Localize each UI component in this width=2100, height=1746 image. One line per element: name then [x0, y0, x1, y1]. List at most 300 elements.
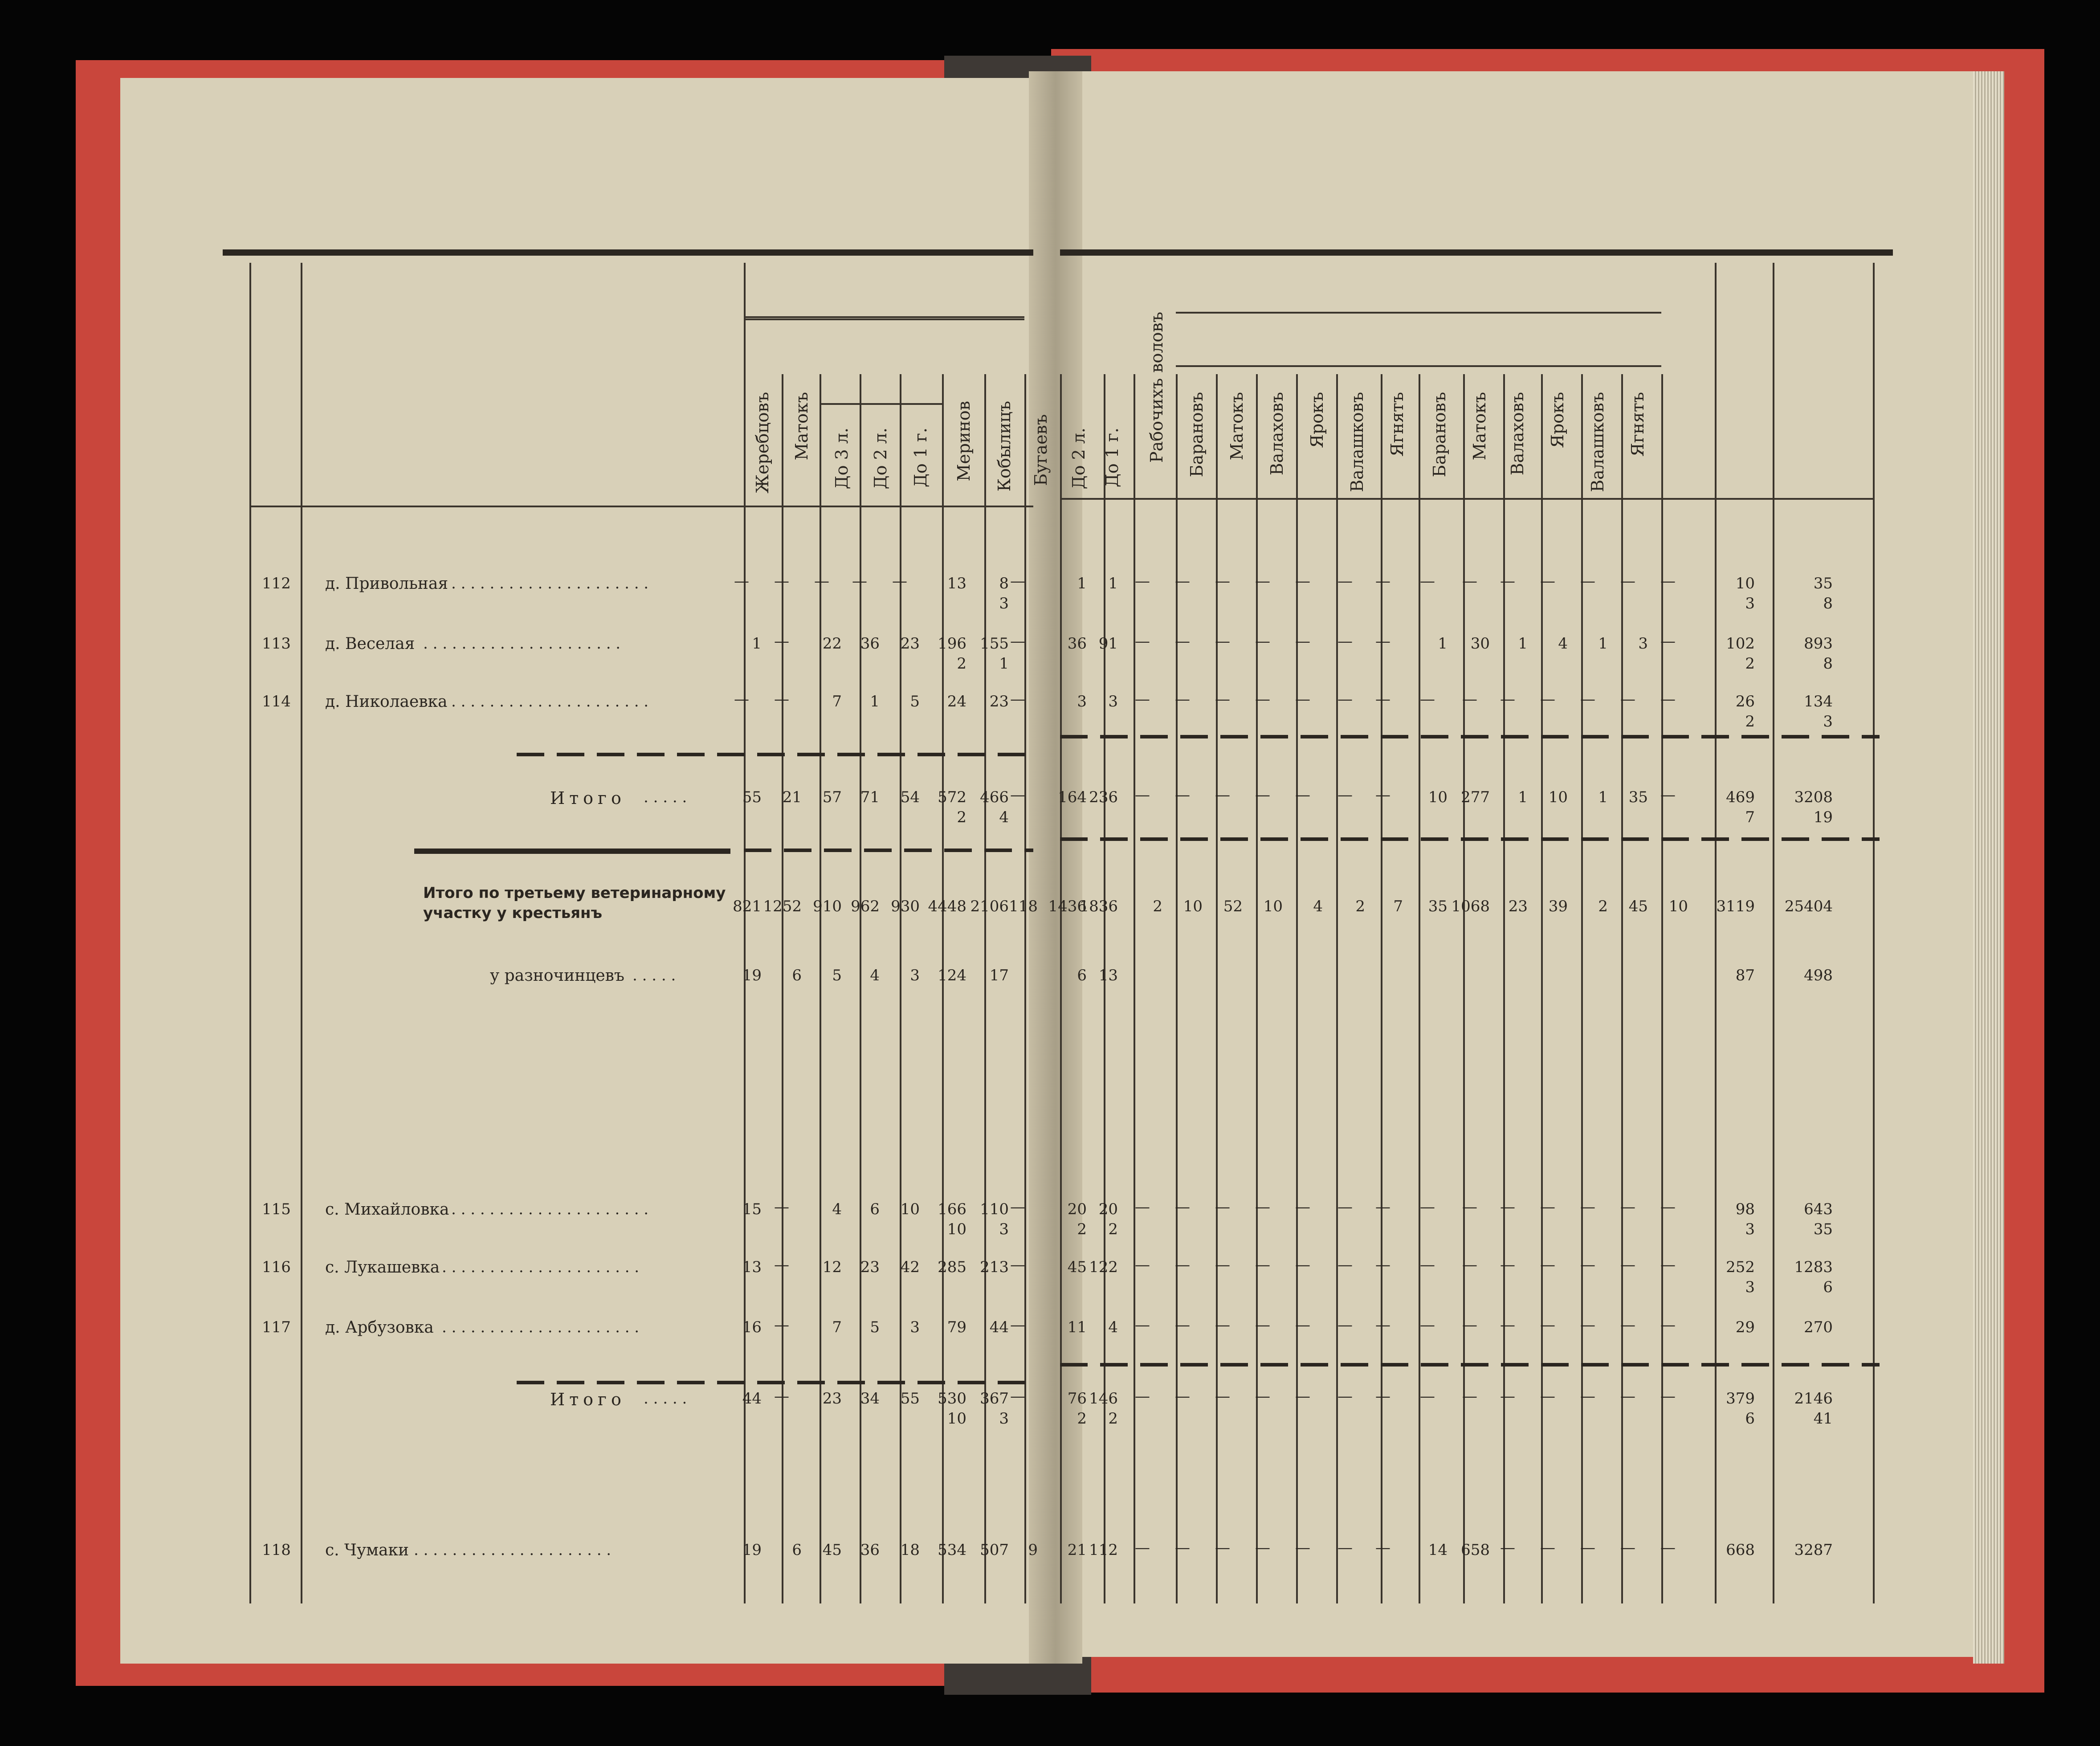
- row-name: с. Михайловка: [325, 1200, 449, 1219]
- table-cell: 4: [1108, 1318, 1118, 1336]
- empty-dash: —: [1580, 1256, 1595, 1274]
- empty-dash: —: [1660, 1198, 1676, 1216]
- row-name: Итого: [550, 788, 626, 808]
- header-spanish-col: Барановъ: [1187, 392, 1207, 477]
- table-vline: [1621, 374, 1623, 1603]
- table-cell: 10: [947, 1410, 966, 1428]
- empty-dash: —: [1500, 1316, 1515, 1334]
- empty-dash: —: [1337, 786, 1353, 804]
- empty-dash: —: [1660, 690, 1676, 708]
- empty-dash: —: [1337, 632, 1353, 650]
- empty-dash: —: [1660, 1316, 1676, 1334]
- table-cell: 13: [947, 575, 966, 592]
- table-cell: 16: [742, 1318, 762, 1336]
- table-vline: [1661, 374, 1663, 1603]
- empty-dash: —: [1540, 1387, 1555, 1405]
- empty-dash: —: [1660, 1387, 1676, 1405]
- empty-dash: —: [1175, 1256, 1190, 1274]
- empty-dash: —: [1540, 572, 1555, 590]
- empty-dash: —: [1620, 1316, 1635, 1334]
- empty-dash: —: [774, 1387, 789, 1405]
- table-cell: 1836: [1079, 897, 1118, 915]
- table-cell: 3: [999, 1410, 1009, 1428]
- table-cell: 55: [742, 788, 762, 806]
- table-vline: [1463, 374, 1465, 1603]
- empty-dash: —: [1500, 1539, 1515, 1557]
- table-cell: 2: [957, 655, 966, 673]
- table-cell: 7: [1745, 808, 1755, 826]
- empty-dash: —: [1135, 1256, 1150, 1274]
- table-vline: [1773, 263, 1774, 1603]
- header-simple-col: Ярокъ: [1548, 392, 1567, 448]
- table-cell: 643: [1804, 1200, 1833, 1218]
- subtotal-rule: [517, 753, 1033, 756]
- table-cell: 2: [1077, 1410, 1087, 1428]
- empty-dash: —: [1255, 1198, 1270, 1216]
- empty-dash: —: [1420, 572, 1435, 590]
- table-cell: 4: [832, 1200, 842, 1218]
- table-cell: 2: [1745, 655, 1755, 673]
- empty-dash: —: [1135, 1198, 1150, 1216]
- empty-dash: —: [1337, 572, 1353, 590]
- empty-dash: —: [1660, 572, 1676, 590]
- empty-dash: —: [1375, 786, 1390, 804]
- row-name: д. Привольная: [325, 575, 449, 593]
- row-name: д. Веселая: [325, 635, 415, 653]
- row-number: 112: [262, 575, 291, 592]
- table-cell: 10: [1735, 575, 1755, 592]
- empty-dash: —: [1375, 1387, 1390, 1405]
- empty-dash: —: [1255, 786, 1270, 804]
- empty-dash: —: [1295, 1256, 1310, 1274]
- empty-dash: —: [1540, 1316, 1555, 1334]
- empty-dash: —: [1337, 1539, 1353, 1557]
- table-cell: 17: [989, 967, 1009, 984]
- empty-dash: —: [1215, 632, 1230, 650]
- table-cell: 8: [1823, 655, 1833, 673]
- empty-dash: —: [1462, 572, 1477, 590]
- table-cell: 1: [1518, 635, 1528, 653]
- table-cell: 4: [999, 808, 1009, 826]
- empty-dash: —: [1462, 1256, 1477, 1274]
- header-cattle-col: До 2 л.: [1069, 428, 1089, 490]
- table-cell: 112: [1089, 1541, 1118, 1559]
- empty-dash: —: [1462, 1387, 1477, 1405]
- leader-dots: . . . . . . . . . . . . . . . . . . . . .: [423, 635, 621, 653]
- table-cell: 379: [1726, 1390, 1755, 1407]
- empty-dash: —: [1580, 1387, 1595, 1405]
- table-cell: 45: [822, 1541, 842, 1559]
- leader-dots: . . . . . . . . . . . . . . . . . . . . .: [451, 1200, 649, 1218]
- empty-dash: —: [1462, 690, 1477, 708]
- table-vline: [1503, 374, 1505, 1603]
- header-spanish-col: Матокъ: [1227, 392, 1247, 461]
- table-cell: 6: [1745, 1410, 1755, 1428]
- empty-dash: —: [1500, 690, 1515, 708]
- table-cell: 102: [1726, 635, 1755, 653]
- table-cell: 3: [1745, 1278, 1755, 1296]
- table-cell: 36: [1067, 635, 1087, 653]
- table-cell: 39: [1548, 897, 1568, 915]
- header-spanish-col: Ягнятъ: [1387, 392, 1407, 457]
- empty-dash: —: [1337, 1387, 1353, 1405]
- empty-dash: —: [774, 632, 789, 650]
- empty-dash: —: [1295, 1316, 1310, 1334]
- empty-dash: —: [1295, 1539, 1310, 1557]
- table-cell: 18: [900, 1541, 920, 1559]
- table-cell: 930: [891, 897, 920, 915]
- empty-dash: —: [1420, 1316, 1435, 1334]
- table-cell: 11: [1067, 1318, 1087, 1336]
- table-cell: 71: [860, 788, 880, 806]
- empty-dash: —: [852, 572, 867, 590]
- table-cell: 20: [1067, 1200, 1087, 1218]
- table-cell: 2: [957, 808, 966, 826]
- table-cell: 236: [1089, 788, 1118, 806]
- header-horse-col: Меринов: [954, 401, 974, 481]
- table-cell: 87: [1735, 967, 1755, 984]
- table-cell: 6: [792, 967, 802, 984]
- table-cell: 7: [1393, 897, 1403, 915]
- empty-dash: —: [1295, 1387, 1310, 1405]
- empty-dash: —: [1620, 1387, 1635, 1405]
- total-rule-left-b: [744, 849, 1033, 852]
- leader-dots: . . . . . . . . . . . . . . . . . . . . .: [414, 1541, 612, 1559]
- top-rule-right: [1060, 249, 1893, 256]
- leader-dots: . . . . .: [632, 967, 676, 984]
- header-rule-horses-2: [744, 318, 1024, 320]
- table-cell: 1252: [763, 897, 802, 915]
- empty-dash: —: [1540, 1539, 1555, 1557]
- table-cell: 24: [947, 693, 966, 710]
- table-cell: 26: [1735, 693, 1755, 710]
- table-cell: 164: [1058, 788, 1087, 806]
- empty-dash: —: [1215, 1256, 1230, 1274]
- table-cell: 44: [989, 1318, 1009, 1336]
- empty-dash: —: [1135, 572, 1150, 590]
- table-cell: 285: [938, 1258, 966, 1276]
- header-simple-col: Валаховъ: [1508, 392, 1527, 476]
- header-simple-col: Барановъ: [1430, 392, 1449, 477]
- empty-dash: —: [1010, 632, 1025, 650]
- table-cell: 2: [1598, 897, 1608, 915]
- table-vline: [249, 263, 251, 1603]
- table-cell: 4: [870, 967, 880, 984]
- table-cell: 20: [1098, 1200, 1118, 1218]
- table-cell: 252: [1726, 1258, 1755, 1276]
- table-cell: 9: [1028, 1541, 1038, 1559]
- table-cell: 4: [1558, 635, 1568, 653]
- empty-dash: —: [1375, 572, 1390, 590]
- empty-dash: —: [1135, 1387, 1150, 1405]
- table-cell: 12: [822, 1258, 842, 1276]
- table-cell: 19: [1813, 808, 1833, 826]
- leader-dots: . . . . . . . . . . . . . . . . . . . . .: [442, 1318, 640, 1336]
- table-cell: 79: [947, 1318, 966, 1336]
- table-cell: 1436: [1048, 897, 1087, 915]
- table-cell: 13: [1098, 967, 1118, 984]
- header-horse-col: Матокъ: [792, 392, 811, 461]
- table-cell: 2106: [970, 897, 1009, 915]
- empty-dash: —: [1255, 1256, 1270, 1274]
- table-cell: 572: [938, 788, 966, 806]
- table-cell: 45: [1067, 1258, 1087, 1276]
- empty-dash: —: [1255, 632, 1270, 650]
- empty-dash: —: [1215, 786, 1230, 804]
- empty-dash: —: [734, 690, 749, 708]
- empty-dash: —: [1295, 1198, 1310, 1216]
- table-cell: 1: [1108, 575, 1118, 592]
- empty-dash: —: [1500, 572, 1515, 590]
- total-rule-left: [414, 849, 730, 854]
- empty-dash: —: [1337, 1256, 1353, 1274]
- table-cell: 1283: [1794, 1258, 1833, 1276]
- table-cell: 2: [1153, 897, 1162, 915]
- empty-dash: —: [1620, 1198, 1635, 1216]
- table-cell: 367: [980, 1390, 1009, 1407]
- table-cell: 13: [742, 1258, 762, 1276]
- table-cell: 7: [832, 693, 842, 710]
- table-cell: 10: [1548, 788, 1568, 806]
- table-cell: 6: [870, 1200, 880, 1218]
- row-name: у разночинцевъ: [490, 967, 624, 985]
- header-cattle-col: До 1 г.: [1102, 428, 1122, 488]
- table-cell: 2: [1745, 713, 1755, 730]
- table-cell: 4448: [928, 897, 966, 915]
- row-name: д. Арбузовка: [325, 1318, 434, 1337]
- table-cell: 3: [1638, 635, 1648, 653]
- table-cell: 821: [733, 897, 762, 915]
- table-cell: 2146: [1794, 1390, 1833, 1407]
- empty-dash: —: [1255, 690, 1270, 708]
- empty-dash: —: [1580, 1539, 1595, 1557]
- table-cell: 1: [1438, 635, 1448, 653]
- table-cell: 2: [1077, 1220, 1087, 1238]
- empty-dash: —: [1010, 1256, 1025, 1274]
- empty-dash: —: [1135, 786, 1150, 804]
- table-cell: 52: [1223, 897, 1243, 915]
- empty-dash: —: [1337, 1316, 1353, 1334]
- empty-dash: —: [1462, 1316, 1477, 1334]
- table-cell: 1: [870, 693, 880, 710]
- empty-dash: —: [1620, 690, 1635, 708]
- table-cell: 658: [1461, 1541, 1490, 1559]
- header-horse-col: До 3 л.: [832, 428, 852, 490]
- table-cell: 91: [1098, 635, 1118, 653]
- empty-dash: —: [774, 572, 789, 590]
- empty-dash: —: [1175, 1387, 1190, 1405]
- table-cell: 3: [1745, 595, 1755, 612]
- empty-dash: —: [1295, 786, 1310, 804]
- empty-dash: —: [734, 572, 749, 590]
- leader-dots: . . . . . . . . . . . . . . . . . . . . .: [451, 693, 649, 710]
- total-rule-right: [1060, 837, 1880, 841]
- table-cell: 2: [1355, 897, 1365, 915]
- table-cell: 8: [999, 575, 1009, 592]
- table-cell: 2: [1108, 1220, 1118, 1238]
- empty-dash: —: [1255, 1539, 1270, 1557]
- empty-dash: —: [1580, 1316, 1595, 1334]
- header-simple-col: Ягнятъ: [1628, 392, 1647, 457]
- header-rule-sheep-sub: [1176, 365, 1661, 367]
- leader-dots: . . . . .: [644, 1390, 687, 1407]
- table-vline: [1581, 374, 1583, 1603]
- table-cell: 14: [1428, 1541, 1448, 1559]
- header-spanish-col: Валашковъ: [1347, 392, 1367, 492]
- table-cell: 42: [900, 1258, 920, 1276]
- table-vline: [1134, 374, 1135, 1603]
- table-cell: 530: [938, 1390, 966, 1407]
- table-cell: 36: [860, 1541, 880, 1559]
- empty-dash: —: [814, 572, 829, 590]
- table-cell: 466: [980, 788, 1009, 806]
- table-cell: 23: [900, 635, 920, 653]
- header-cattle-col: Бугаевъ: [1031, 414, 1051, 486]
- empty-dash: —: [1660, 786, 1676, 804]
- table-cell: 23: [860, 1258, 880, 1276]
- empty-dash: —: [1500, 1198, 1515, 1216]
- table-cell: 29: [1735, 1318, 1755, 1336]
- table-vline: [1873, 263, 1875, 1603]
- table-cell: 124: [938, 967, 966, 984]
- empty-dash: —: [1462, 1198, 1477, 1216]
- table-cell: 270: [1804, 1318, 1833, 1336]
- empty-dash: —: [1215, 1387, 1230, 1405]
- empty-dash: —: [1175, 1316, 1190, 1334]
- empty-dash: —: [1135, 690, 1150, 708]
- table-cell: 23: [822, 1390, 842, 1407]
- empty-dash: —: [1375, 1539, 1390, 1557]
- empty-dash: —: [1215, 1316, 1230, 1334]
- table-cell: 21: [1067, 1541, 1087, 1559]
- table-cell: 76: [1067, 1390, 1087, 1407]
- empty-dash: —: [1135, 1539, 1150, 1557]
- table-cell: 23: [989, 693, 1009, 710]
- empty-dash: —: [1010, 572, 1025, 590]
- empty-dash: —: [1295, 572, 1310, 590]
- table-cell: 98: [1735, 1200, 1755, 1218]
- empty-dash: —: [1375, 1198, 1390, 1216]
- table-cell: 44: [742, 1390, 762, 1407]
- table-cell: 6: [792, 1541, 802, 1559]
- empty-dash: —: [774, 1198, 789, 1216]
- empty-dash: —: [1215, 1198, 1230, 1216]
- table-cell: 1: [999, 655, 1009, 673]
- table-cell: 30: [1470, 635, 1490, 653]
- row-number: 118: [262, 1541, 291, 1559]
- table-vline: [1024, 374, 1026, 1603]
- empty-dash: —: [1500, 1256, 1515, 1274]
- table-cell: 19: [742, 967, 762, 984]
- row-number: 116: [262, 1258, 291, 1276]
- right-page: [1060, 71, 1995, 1657]
- empty-dash: —: [1255, 572, 1270, 590]
- empty-dash: —: [1175, 632, 1190, 650]
- empty-dash: —: [1255, 1387, 1270, 1405]
- header-cattle-col: Рабочихъ воловъ: [1147, 312, 1166, 463]
- leader-dots: . . . . . . . . . . . . . . . . . . . . .: [451, 575, 649, 592]
- table-cell: 3: [910, 967, 920, 984]
- empty-dash: —: [1135, 1316, 1150, 1334]
- empty-dash: —: [1620, 1256, 1635, 1274]
- empty-dash: —: [1135, 632, 1150, 650]
- table-cell: 110: [980, 1200, 1009, 1218]
- table-vline: [1541, 374, 1543, 1603]
- table-cell: 498: [1804, 967, 1833, 984]
- table-cell: 36: [860, 635, 880, 653]
- header-spanish-col: Ярокъ: [1307, 392, 1327, 448]
- empty-dash: —: [1620, 1539, 1635, 1557]
- table-cell: 122: [1089, 1258, 1118, 1276]
- empty-dash: —: [1175, 1198, 1190, 1216]
- top-rule-left: [223, 249, 1033, 256]
- table-cell: 3119: [1716, 897, 1755, 915]
- empty-dash: —: [1420, 1387, 1435, 1405]
- subtotal-rule-2: [517, 1381, 1033, 1384]
- empty-dash: —: [1420, 1198, 1435, 1216]
- empty-dash: —: [1010, 1316, 1025, 1334]
- table-cell: 45: [1628, 897, 1648, 915]
- table-cell: 1: [1518, 788, 1528, 806]
- row-name: с. Лукашевка: [325, 1258, 440, 1277]
- table-cell: 8: [1823, 595, 1833, 612]
- empty-dash: —: [1010, 690, 1025, 708]
- row-name: участку у крестьянъ: [423, 904, 603, 922]
- table-vline: [1381, 374, 1382, 1603]
- header-bottom-rule-left: [249, 506, 1033, 507]
- empty-dash: —: [1620, 572, 1635, 590]
- table-cell: 3: [910, 1318, 920, 1336]
- empty-dash: —: [1500, 1387, 1515, 1405]
- table-cell: 5: [910, 693, 920, 710]
- empty-dash: —: [1255, 1316, 1270, 1334]
- table-cell: 2: [1108, 1410, 1118, 1428]
- table-cell: 196: [938, 635, 966, 653]
- empty-dash: —: [1660, 1256, 1676, 1274]
- table-vline: [1256, 374, 1258, 1603]
- table-vline: [301, 263, 302, 1603]
- header-rule-horses: [744, 316, 1024, 318]
- empty-dash: —: [1375, 690, 1390, 708]
- empty-dash: —: [1420, 690, 1435, 708]
- table-cell: 3: [1745, 1220, 1755, 1238]
- table-cell: 35: [1813, 575, 1833, 592]
- table-cell: 3208: [1794, 788, 1833, 806]
- table-vline: [1336, 374, 1338, 1603]
- row-name: Итого по третьему ветеринарному: [423, 884, 726, 902]
- table-cell: 10: [947, 1220, 966, 1238]
- empty-dash: —: [1420, 1256, 1435, 1274]
- table-cell: 54: [900, 788, 920, 806]
- table-cell: 35: [1813, 1220, 1833, 1238]
- table-cell: 10: [1263, 897, 1283, 915]
- table-cell: 10: [900, 1200, 920, 1218]
- table-cell: 5: [832, 967, 842, 984]
- header-bottom-rule-right: [1060, 498, 1873, 500]
- empty-dash: —: [774, 690, 789, 708]
- header-horse-col: До 1 г.: [911, 428, 930, 488]
- table-cell: 1: [1598, 635, 1608, 653]
- table-vline: [860, 374, 861, 1603]
- empty-dash: —: [774, 1316, 789, 1334]
- empty-dash: —: [1175, 1539, 1190, 1557]
- table-vline: [1296, 374, 1298, 1603]
- empty-dash: —: [1337, 1198, 1353, 1216]
- table-cell: 134: [1804, 693, 1833, 710]
- table-cell: 155: [980, 635, 1009, 653]
- table-cell: 213: [980, 1258, 1009, 1276]
- header-horse-col: Кобылицъ: [995, 401, 1014, 492]
